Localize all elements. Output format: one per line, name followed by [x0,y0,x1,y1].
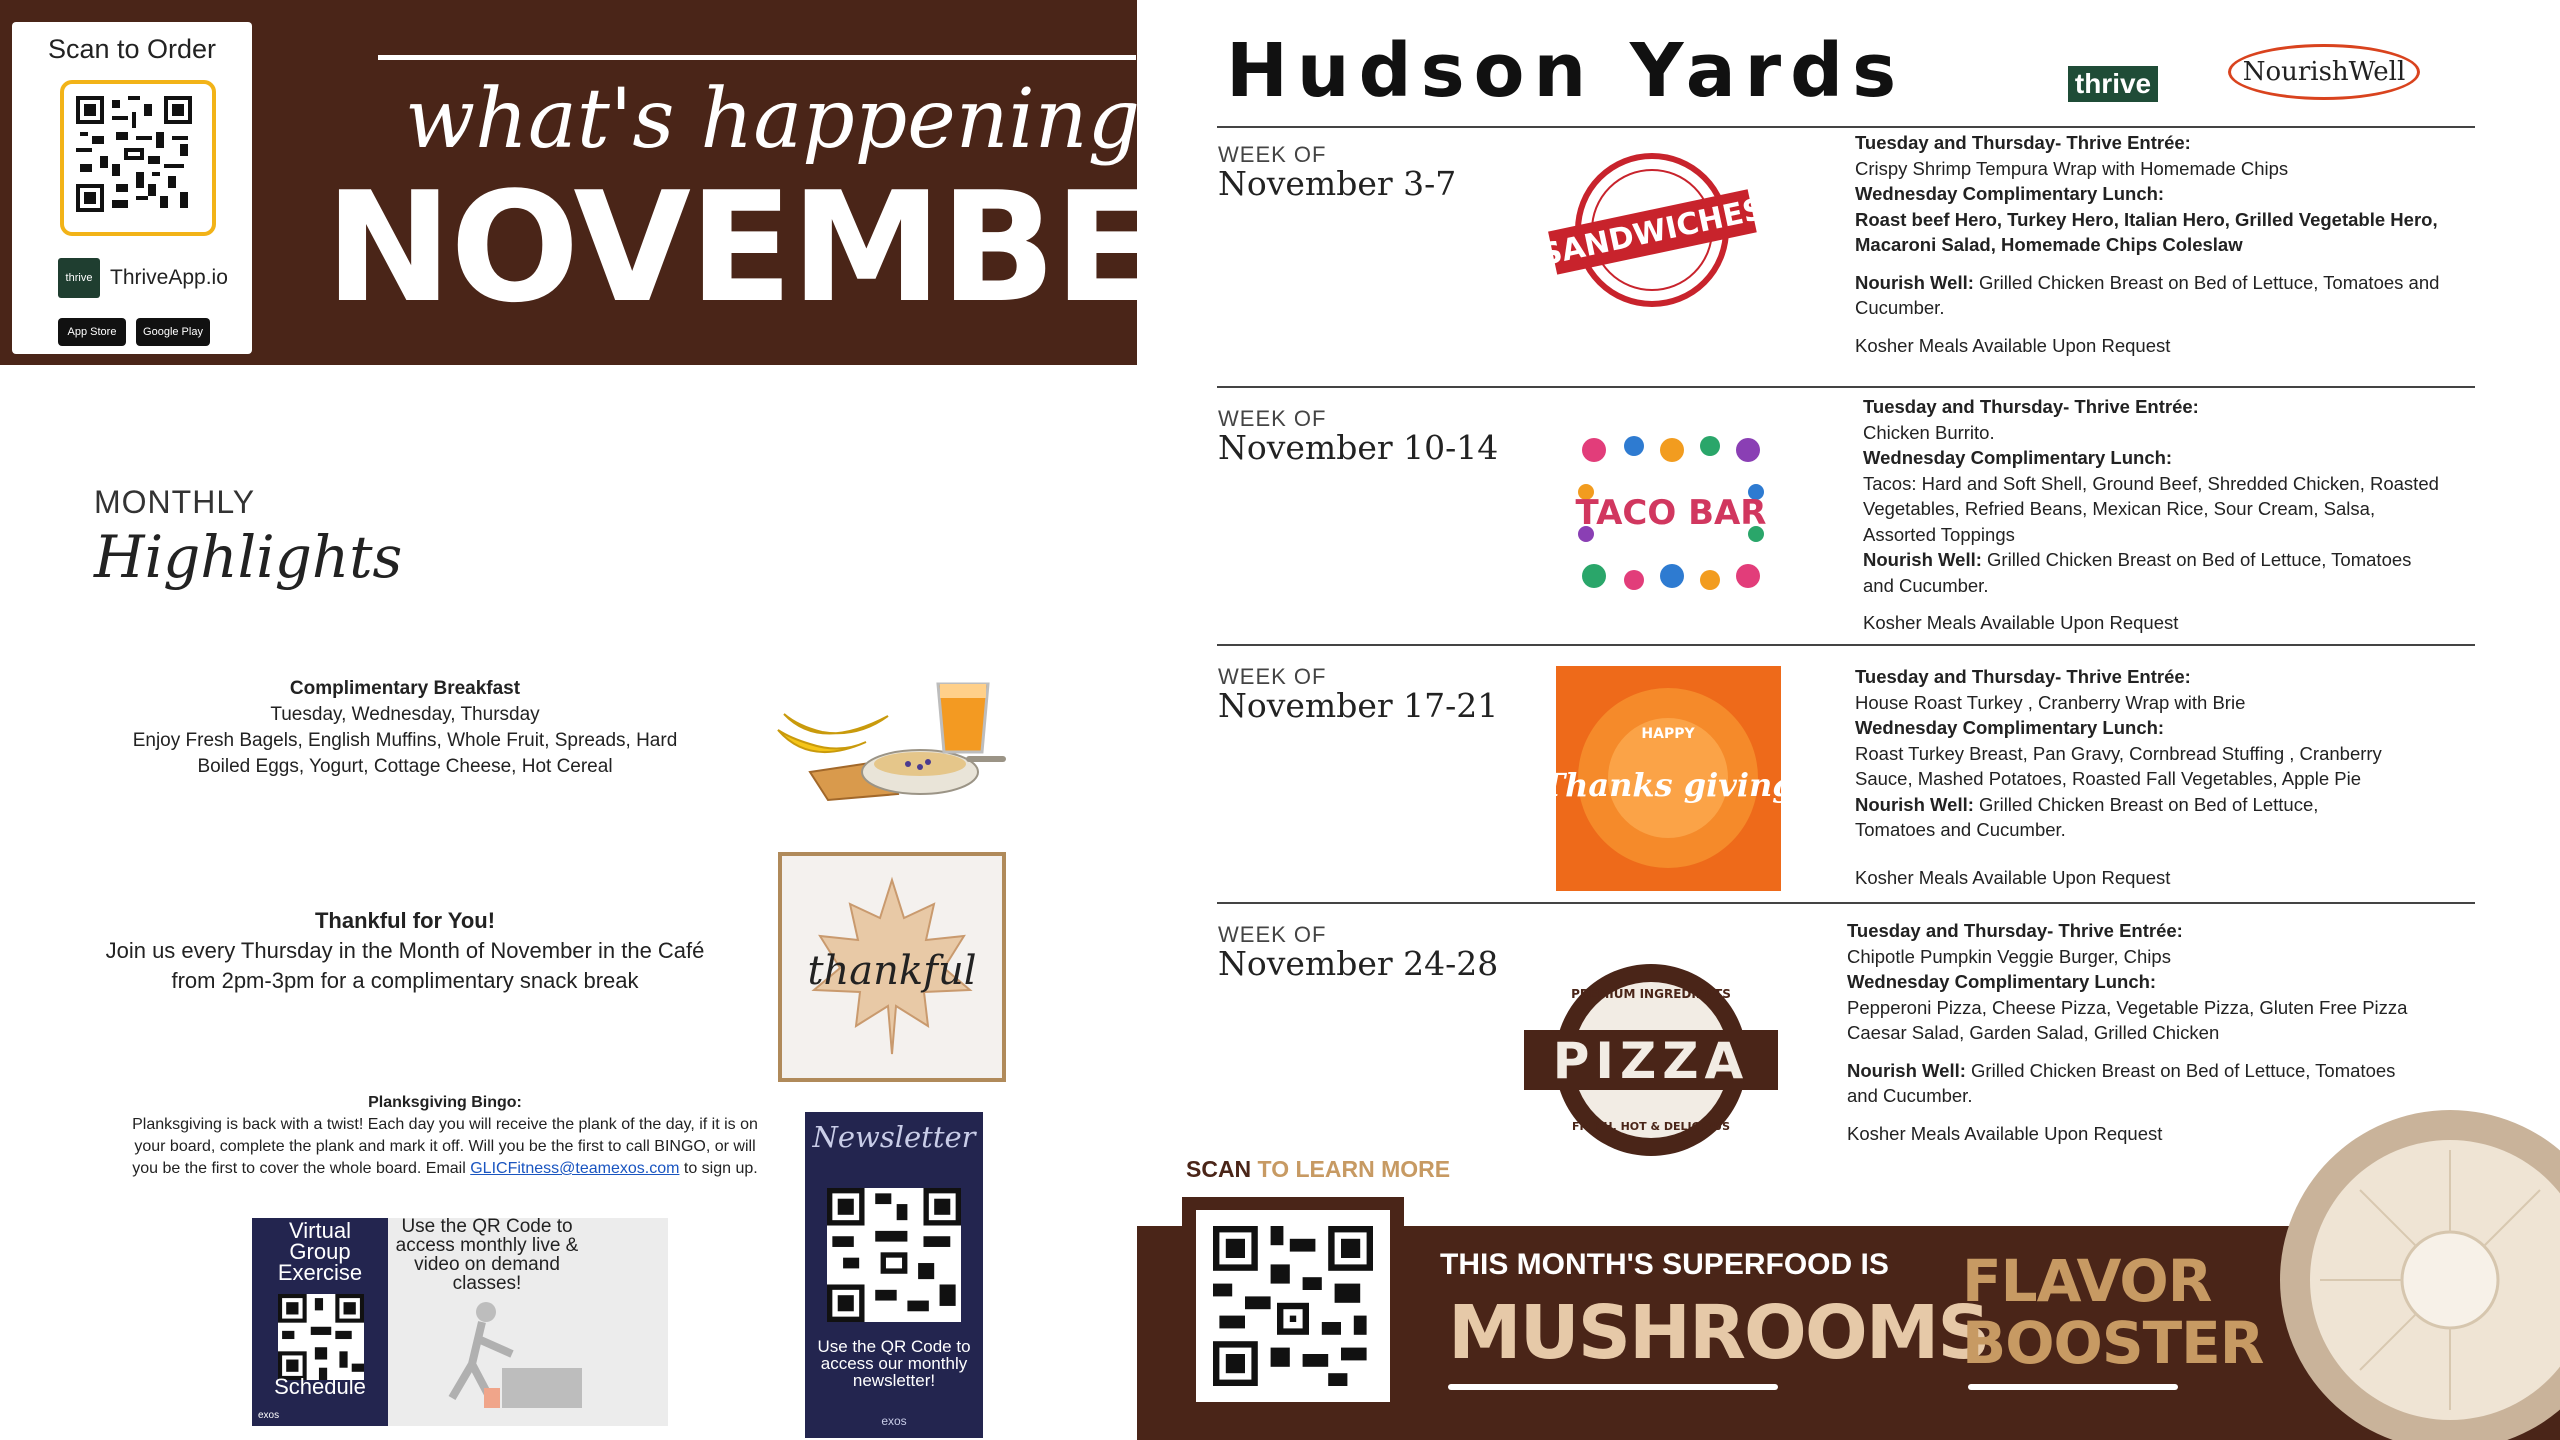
highlights-title: Highlights [94,523,403,591]
thrive-entree-label: Tuesday and Thursday- Thrive Entrée: [1863,396,2199,417]
google-play-badge[interactable]: Google Play [136,318,210,346]
vge-title-line2: Group [289,1239,351,1264]
order-qr-code[interactable] [60,80,216,236]
happy-thanksgiving-logo [1541,666,1795,891]
wednesday-lunch-line2: Sauce, Mashed Potatoes, Roasted Fall Vegetables, Apple Pie [1855,768,2361,789]
vge-description: Use the QR Code to access monthly live & video on demand classes! [395,1216,579,1294]
wednesday-lunch-label: Wednesday Complimentary Lunch: [1863,447,2173,468]
nourish-well-line2: Tomatoes and Cucumber. [1855,819,2066,840]
newsletter-qr-code[interactable] [827,1188,961,1322]
breakfast-days: Tuesday, Wednesday, Thursday [270,704,540,725]
wednesday-lunch-line1: Pepperoni Pizza, Cheese Pizza, Vegetable Pizza, Gluten Free Pizza [1847,996,2408,1018]
nourishwell-logo: NourishWell [2228,44,2420,100]
wednesday-lunch-line2: Caesar Salad, Garden Salad, Grilled Chicken [1847,1022,2220,1043]
superfood-name: MUSHROOMS [1448,1290,1989,1376]
bingo-desc-line1: Planksgiving is back with a twist! Each day you will receive the plank of the day, if it is on [132,1116,758,1133]
kosher-note: Kosher Meals Available Upon Request [1847,1122,2163,1144]
thrive-entree-label: Tuesday and Thursday- Thrive Entrée: [1855,132,2191,153]
wednesday-lunch-line1: Roast beef Hero, Turkey Hero, Italian Hero, Grilled Vegetable Hero, [1855,208,2438,230]
thankful-script-word: thankful [807,948,977,994]
flavor-booster-underline [1968,1384,2178,1390]
sandwiches-logo-text: SANDWICHES [1537,191,1768,274]
month-title: NOVEMBER [325,159,1271,336]
pizza-logo-top-text: PREMIUM INGREDIENTS [1571,987,1731,1001]
superfood-underline [1448,1384,1778,1390]
newsletter-description: Use the QR Code to access our monthly newsletter! [817,1337,971,1390]
thrive-entree-item: Chipotle Pumpkin Veggie Burger, Chips [1847,945,2171,967]
nourish-well-line2: and Cucumber. [1847,1085,1973,1106]
nourish-well-line1: Nourish Well: Grilled Chicken Breast on Bed of Lettuce, Tomatoes [1847,1059,2396,1081]
week-dates: November 3-7 [1218,164,1457,203]
kosher-note: Kosher Meals Available Upon Request [1855,866,2171,888]
thankful-leaf-image [778,852,1006,1082]
wednesday-lunch-label: Wednesday Complimentary Lunch: [1855,183,2165,204]
week-divider [1217,902,2475,904]
happy-logo-text: HAPPY [1641,726,1695,742]
nourish-well-line1: Nourish Well: Grilled Chicken Breast on Bed of Lettuce, Tomatoes and [1855,271,2440,293]
bingo-desc-line3: you be the first to cover the whole board. Email GLICFitness@teamexos.com to sign up. [132,1160,758,1177]
vge-qr-code[interactable] [278,1294,364,1380]
complimentary-breakfast-section [110,676,700,780]
thankful-desc-line1: Join us every Thursday in the Month of November in the Café [105,938,705,963]
breakfast-illustration [770,672,1010,812]
thrive-app-icon: thrive [58,258,100,298]
scan-to-order-label: Scan to Order [47,34,217,64]
week-of-label: WEEK OF [1218,922,1327,947]
wednesday-lunch-line2: Vegetables, Refried Beans, Mexican Rice, Sour Cream, Salsa, [1863,498,2376,519]
thankful-desc-line2: from 2pm-3pm for a complimentary snack break [171,968,639,993]
nourish-well-line1: Nourish Well: Grilled Chicken Breast on Bed of Lettuce, Tomatoes [1863,549,2412,570]
week-divider [1217,386,2475,388]
week-of-label: WEEK OF [1218,142,1327,167]
scan-to-order-card[interactable] [12,22,252,354]
bingo-desc-line2: your board, complete the plank and mark it off. Will you be the first to call BINGO, or will [134,1138,756,1155]
header-divider [378,55,1136,60]
app-store-badge[interactable]: App Store [58,318,126,346]
thrive-logo: thrive [2068,66,2158,102]
week-dates: November 24-28 [1218,944,1499,983]
planksgiving-bingo-section [100,1092,790,1180]
virtual-group-exercise-panel[interactable] [252,1218,388,1426]
scan-to-learn-more-label: SCAN TO LEARN MORE [1186,1156,1451,1182]
week3-menu [1855,664,2495,890]
wednesday-lunch-line2: Macaroni Salad, Homemade Chips Coleslaw [1855,234,2243,255]
wednesday-lunch-label: Wednesday Complimentary Lunch: [1855,717,2165,738]
week-of-label: WEEK OF [1218,406,1327,431]
kosher-note: Kosher Meals Available Upon Request [1855,334,2171,356]
superfood-qr-icon [1213,1226,1373,1386]
vge-schedule-label: Schedule [274,1374,366,1399]
fitness-email-link[interactable]: GLICFitness@teamexos.com [470,1160,680,1177]
thrive-entree-item: Chicken Burrito. [1863,421,1995,443]
wednesday-lunch-line1: Tacos: Hard and Soft Shell, Ground Beef, Shredded Chicken, Roasted [1863,472,2439,494]
breakfast-heading: Complimentary Breakfast [289,678,521,699]
exos-logo: exos [258,1410,280,1421]
newsletter-title: Newsletter [812,1120,976,1154]
exercise-photo [432,1278,652,1418]
whats-happening-heading: what's happening [405,72,1141,167]
week-divider [1217,126,2475,128]
breakfast-desc-line2: Boiled Eggs, Yogurt, Cottage Cheese, Hot Cereal [197,756,613,777]
week-dates: November 10-14 [1218,428,1499,467]
week-dates: November 17-21 [1218,686,1499,725]
thanksgiving-logo-text: Thanks giving [1541,766,1795,804]
week2-menu [1863,394,2503,636]
bingo-heading: Planksgiving Bingo: [368,1094,522,1111]
thrive-entree-item: Crispy Shrimp Tempura Wrap with Homemade Chips [1855,157,2289,179]
week-of-label: WEEK OF [1218,664,1327,689]
pizza-logo-bottom-text: FRESH, HOT & DELICIOUS [1571,1120,1731,1133]
vge-title-line1: Virtual [289,1218,351,1243]
thrive-app-url[interactable]: ThriveApp.io [110,266,228,289]
taco-bar-logo [1572,432,1770,594]
pizza-logo-text: PIZZA [1552,1032,1750,1090]
location-title: Hudson Yards [1226,28,1906,114]
week1-menu [1855,130,2495,358]
week-divider [1217,644,2475,646]
wednesday-lunch-line3: Assorted Toppings [1863,523,2015,545]
thrive-entree-item: House Roast Turkey , Cranberry Wrap with Brie [1855,691,2246,713]
superfood-qr-code[interactable] [1196,1210,1390,1402]
taco-bar-logo-text: TACO BAR [1575,493,1767,533]
flavor-booster-text: FLAVOR BOOSTER [1962,1247,2264,1377]
thankful-heading: Thankful for You! [314,908,496,933]
thankful-for-you-section [90,906,720,996]
wednesday-lunch-line1: Roast Turkey Breast, Pan Gravy, Cornbread Stuffing , Cranberry [1855,742,2382,764]
breakfast-desc-line1: Enjoy Fresh Bagels, English Muffins, Whole Fruit, Spreads, Hard [132,730,678,751]
nourish-well-line2: and Cucumber. [1863,574,1989,596]
vge-title-line3: Exercise [277,1260,363,1285]
newsletter-card[interactable] [805,1112,983,1438]
newsletter-exos-logo: exos [881,1414,907,1428]
mushroom-image [2260,1090,2560,1440]
thrive-entree-label: Tuesday and Thursday- Thrive Entrée: [1855,666,2191,687]
nourish-well-line1: Nourish Well: Grilled Chicken Breast on Bed of Lettuce, [1855,793,2319,815]
pizza-logo [1520,960,1782,1160]
monthly-label: MONTHLY [94,484,256,520]
sandwiches-stamp-logo [1537,140,1768,320]
nourish-well-line2: Cucumber. [1855,297,1945,318]
superfood-intro: THIS MONTH'S SUPERFOOD IS [1440,1248,1889,1281]
thrive-entree-label: Tuesday and Thursday- Thrive Entrée: [1847,920,2183,941]
kosher-note: Kosher Meals Available Upon Request [1863,612,2179,633]
wednesday-lunch-label: Wednesday Complimentary Lunch: [1847,971,2157,992]
